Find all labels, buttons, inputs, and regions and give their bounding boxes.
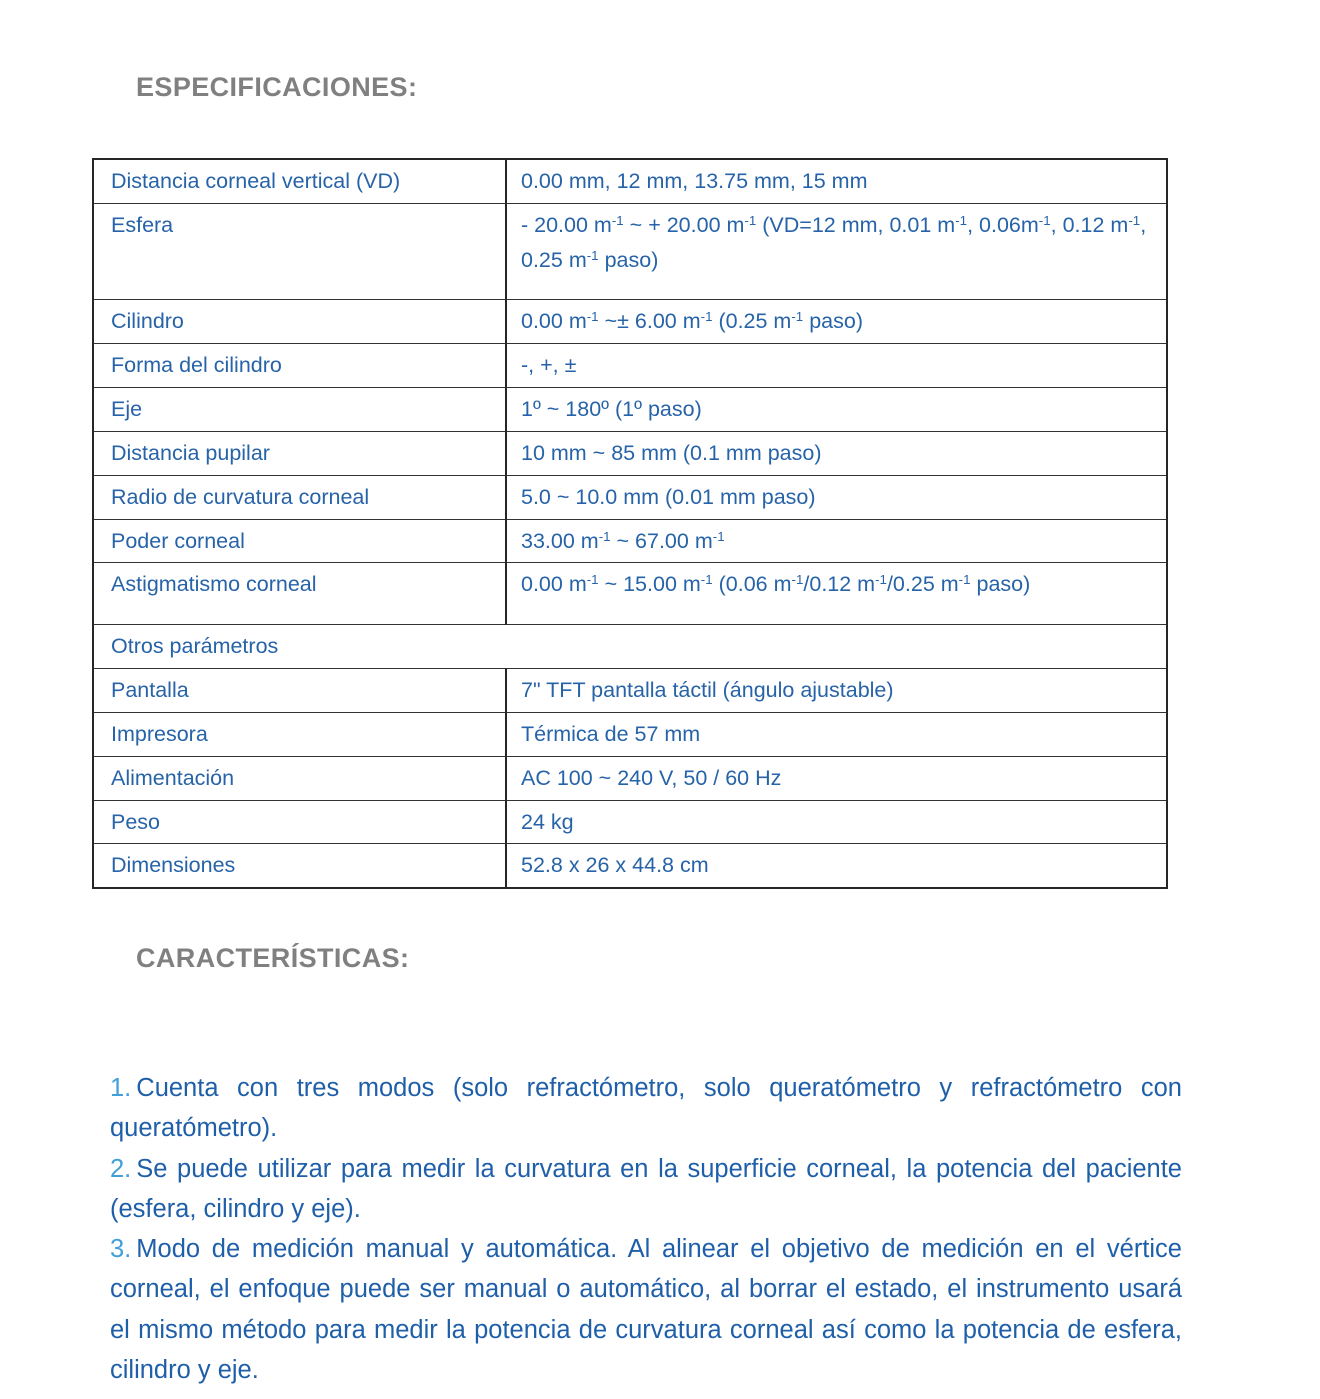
table-cell-value: AC 100 ~ 240 V, 50 / 60 Hz <box>506 756 1167 800</box>
list-item <box>110 1229 1182 1390</box>
table-row <box>93 756 1167 800</box>
specifications-table <box>92 158 1168 889</box>
table-cell-group-label: Otros parámetros <box>93 625 1167 669</box>
table-row <box>93 669 1167 713</box>
table-row <box>93 431 1167 475</box>
list-item-text: Cuenta con tres modos (solo refractómetro, solo queratómetro y refractómetro con queratómetro). <box>110 1074 1182 1143</box>
list-item-number: 1. <box>110 1074 132 1102</box>
table-row <box>93 344 1167 388</box>
table-cell-label: Cilindro <box>93 300 506 344</box>
table-row <box>93 800 1167 844</box>
list-item <box>110 1149 1182 1230</box>
table-cell-label: Eje <box>93 388 506 432</box>
table-cell-label: Alimentación <box>93 756 506 800</box>
table-row <box>93 159 1167 203</box>
table-row <box>93 519 1167 563</box>
page-title-specifications: ESPECIFICACIONES: <box>136 72 418 103</box>
table-cell-label: Pantalla <box>93 669 506 713</box>
table-cell-value: 33.00 $m^{-1}$ ~ 67.00 $m^{-1}$ <box>506 519 1167 563</box>
table-cell-label: Distancia pupilar <box>93 431 506 475</box>
table-cell-value: 7" TFT pantalla táctil (ángulo ajustable) <box>506 669 1167 713</box>
list-item <box>110 1068 1182 1149</box>
table-row <box>93 388 1167 432</box>
list-item-number: 3. <box>110 1235 132 1264</box>
table-cell-label: Dimensiones <box>93 844 506 888</box>
table-cell-value: 0.00 mm, 12 mm, 13.75 mm, 15 mm <box>506 159 1167 203</box>
features-list <box>110 1068 1182 1390</box>
table-cell-value: 1º ~ 180º (1º paso) <box>506 388 1167 432</box>
list-item-number: 2. <box>110 1154 132 1183</box>
table-row <box>93 475 1167 519</box>
table-row <box>93 203 1167 300</box>
table-cell-label: Esfera <box>93 203 506 300</box>
table-cell-value: - 20.00 $m^{-1}$ ~ + 20.00 $m^{-1}$ (VD=12 mm, 0.01 $m^{-1}$, $0.06m^{-1}$, 0.12 $m^{-1}$, 0.25 $m^{-1}$ paso) <box>506 203 1167 300</box>
table-cell-value: Térmica de 57 mm <box>506 712 1167 756</box>
table-cell-value: 24 kg <box>506 800 1167 844</box>
table-cell-value: 5.0 ~ 10.0 mm (0.01 mm paso) <box>506 475 1167 519</box>
table-cell-value: 52.8 x 26 x 44.8 cm <box>506 844 1167 888</box>
table-row <box>93 712 1167 756</box>
table-cell-value: 0.00 $m^{-1}$ ~± 6.00 $m^{-1}$ (0.25 $m^{-1}$ paso) <box>506 300 1167 344</box>
table-cell-label: Peso <box>93 800 506 844</box>
list-item-text: Se puede utilizar para medir la curvatura en la superficie corneal, la potencia del paciente (esfera, cilindro y eje). <box>110 1154 1182 1223</box>
table-row <box>93 563 1167 625</box>
table-cell-label: Forma del cilindro <box>93 344 506 388</box>
table-cell-label: Radio de curvatura corneal <box>93 475 506 519</box>
table-cell-label: Poder corneal <box>93 519 506 563</box>
table-row <box>93 625 1167 669</box>
table-cell-value: -, +, ± <box>506 344 1167 388</box>
table-cell-value: 0.00 $m^{-1}$ ~ 15.00 $m^{-1}$ (0.06 $m^{-1}/0.12$ $m^{-1}/0.25$ $m^{-1}$ paso) <box>506 563 1167 625</box>
table-cell-label: Distancia corneal vertical (VD) <box>93 159 506 203</box>
table-row <box>93 844 1167 888</box>
table-row <box>93 300 1167 344</box>
specifications-table-wrapper <box>92 158 1168 889</box>
table-cell-label: Astigmatismo corneal <box>93 563 506 625</box>
specifications-table-body <box>93 159 1167 888</box>
table-cell-label: Impresora <box>93 712 506 756</box>
list-item-text: Modo de medición manual y automática. Al alinear el objetivo de medición en el vértice corneal, el enfoque puede ser manual o automático, al borrar el estado, el instrumento usará el mismo método para medir la potencia de curvatura corneal así como la potencia de esfera, cilindro y eje. <box>110 1235 1182 1384</box>
page-title-features: CARACTERÍSTICAS: <box>136 943 410 974</box>
table-cell-value: 10 mm ~ 85 mm (0.1 mm paso) <box>506 431 1167 475</box>
